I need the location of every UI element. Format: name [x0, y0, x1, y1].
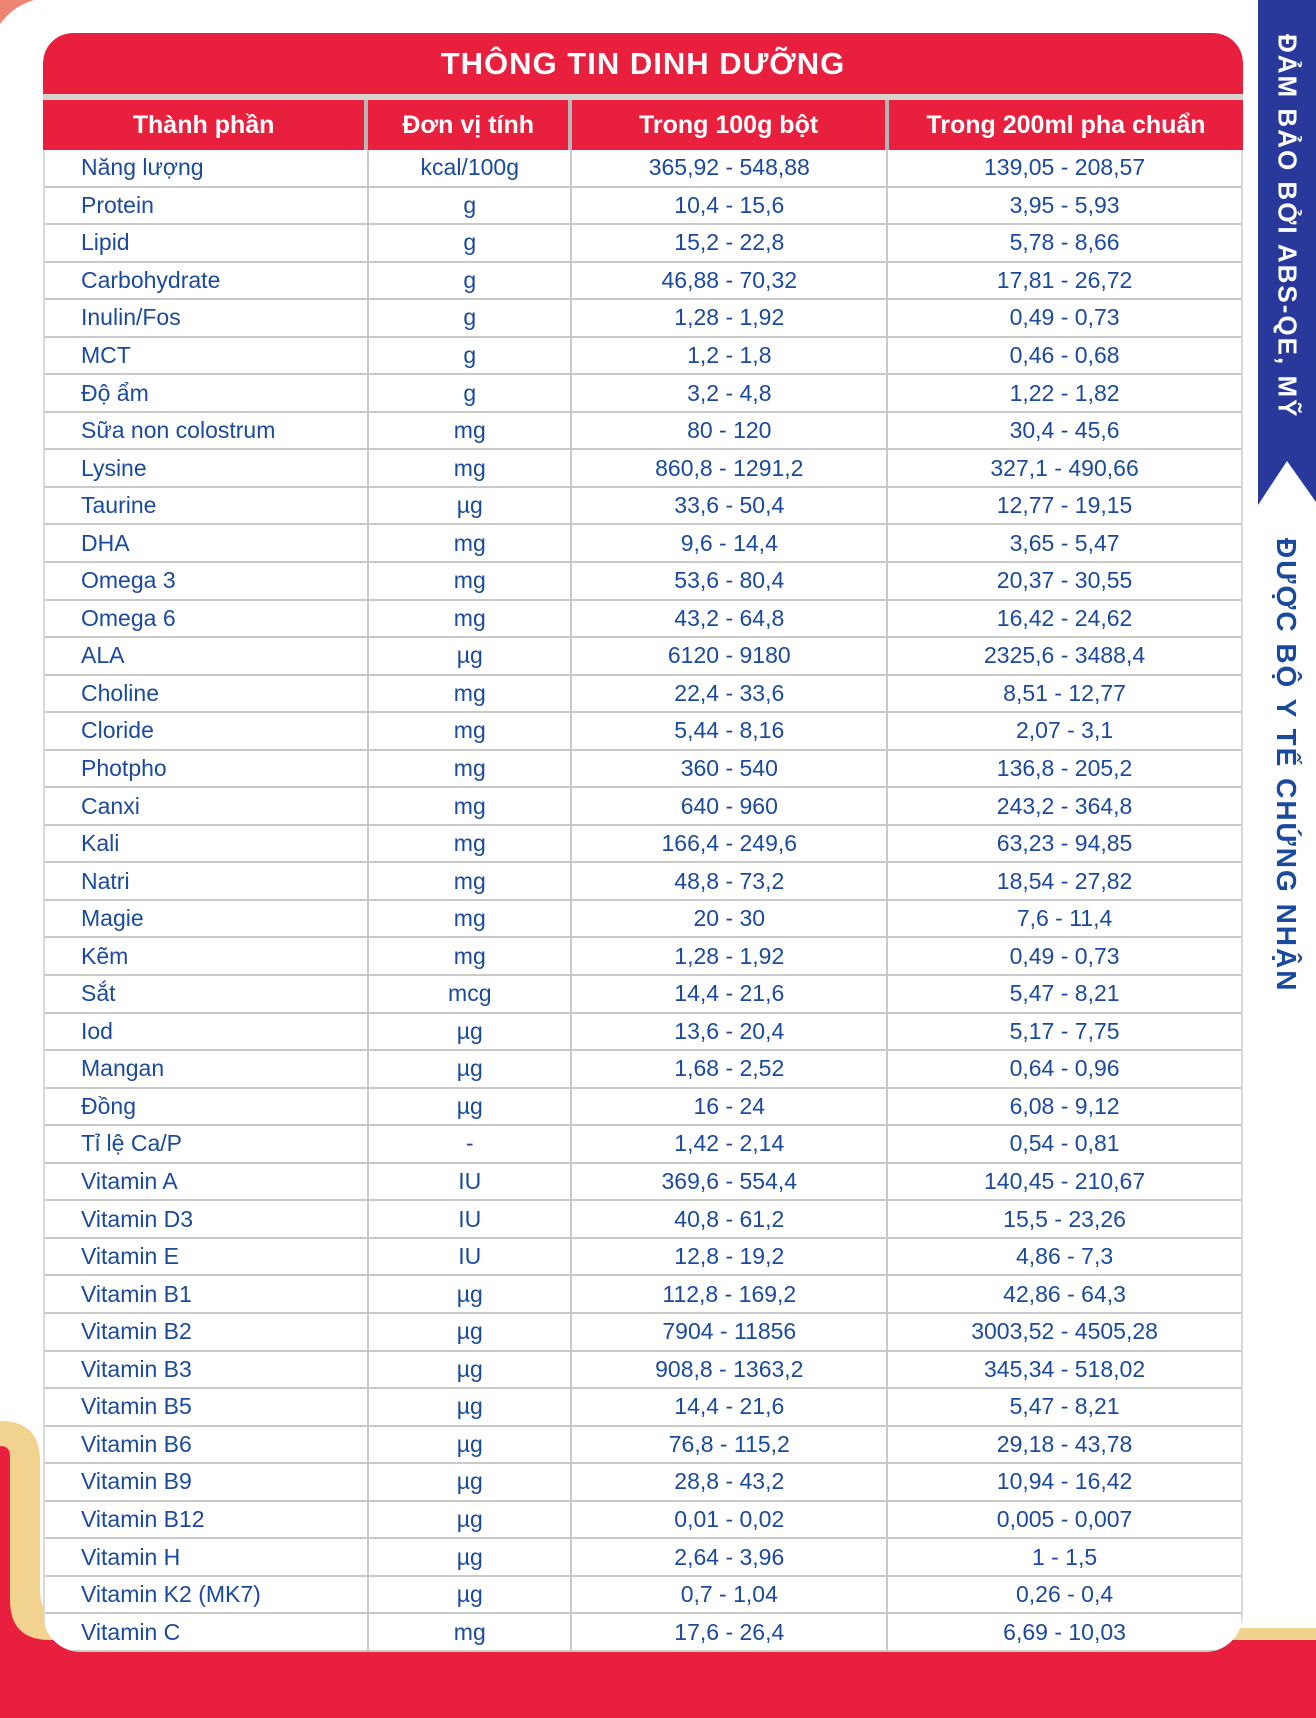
row-ingredient: Photpho [45, 751, 369, 787]
table-row [45, 150, 1241, 188]
row-unit: mg [369, 863, 572, 899]
row-per200ml: 17,81 - 26,72 [996, 266, 1133, 293]
table-row [45, 1164, 1241, 1202]
row-unit: g [369, 225, 572, 261]
row-per100g: 12,8 - 19,2 [572, 1239, 888, 1275]
row-per200ml: 5,47 - 8,21 [1009, 980, 1120, 1007]
row-unit: µg [369, 1314, 572, 1350]
column-header-per-200ml: Trong 200ml pha chuẩn [926, 110, 1206, 139]
row-per100g: 46,88 - 70,32 [572, 263, 888, 299]
row-per100g: 1,42 - 2,14 [572, 1126, 888, 1162]
table-row [45, 788, 1241, 826]
row-per100g: 5,44 - 8,16 [572, 713, 888, 749]
row-ingredient: Vitamin B5 [45, 1389, 369, 1425]
row-unit: µg [369, 1051, 572, 1087]
row-per100g: 48,8 - 73,2 [572, 863, 888, 899]
row-unit: µg [369, 1539, 572, 1575]
row-ingredient: Protein [45, 188, 369, 224]
row-per100g: 13,6 - 20,4 [572, 1014, 888, 1050]
row-ingredient: Vitamin B6 [45, 1427, 369, 1463]
row-per100g: 6120 - 9180 [572, 638, 888, 674]
table-row [45, 1089, 1241, 1127]
table-row [45, 676, 1241, 714]
table-row [45, 1464, 1241, 1502]
row-unit: mg [369, 901, 572, 937]
table-row [45, 300, 1241, 338]
column-header-unit: Đơn vị tính [368, 100, 572, 150]
table-row [45, 225, 1241, 263]
row-per200ml: 1 - 1,5 [1031, 1543, 1098, 1570]
row-per200ml: 6,08 - 9,12 [1009, 1092, 1120, 1119]
row-ingredient: Kẽm [45, 938, 369, 974]
row-ingredient: Vitamin K2 (MK7) [45, 1577, 369, 1613]
table-row [45, 188, 1241, 226]
row-ingredient: Canxi [45, 788, 369, 824]
row-unit: mcg [369, 976, 572, 1012]
row-ingredient: MCT [45, 338, 369, 374]
row-per200ml: 6,69 - 10,03 [1003, 1618, 1126, 1645]
row-ingredient: Vitamin D3 [45, 1201, 369, 1237]
table-row [45, 1352, 1241, 1390]
row-ingredient: DHA [45, 525, 369, 561]
row-per100g: 16 - 24 [572, 1089, 888, 1125]
row-per200ml: 5,17 - 7,75 [1009, 1017, 1120, 1044]
row-ingredient: Độ ẩm [45, 375, 369, 411]
row-ingredient: Sắt [45, 976, 369, 1012]
table-header-row [43, 100, 1243, 150]
row-per100g: 1,28 - 1,92 [572, 938, 888, 974]
row-ingredient: Vitamin A [45, 1164, 369, 1200]
row-per100g: 43,2 - 64,8 [572, 601, 888, 637]
row-per100g: 15,2 - 22,8 [572, 225, 888, 261]
row-per100g: 17,6 - 26,4 [572, 1614, 888, 1650]
row-unit: mg [369, 788, 572, 824]
row-per100g: 20 - 30 [572, 901, 888, 937]
row-unit: g [369, 263, 572, 299]
row-ingredient: Vitamin H [45, 1539, 369, 1575]
row-unit: µg [369, 1427, 572, 1463]
row-unit: µg [369, 638, 572, 674]
row-per200ml: 2,07 - 3,1 [1015, 717, 1114, 744]
row-unit: mg [369, 525, 572, 561]
column-header-ingredient: Thành phần [43, 100, 368, 150]
table-row [45, 863, 1241, 901]
table-row [45, 826, 1241, 864]
row-per200ml: 0,46 - 0,68 [1009, 342, 1120, 368]
ribbon-label-wrap [1258, 0, 1316, 452]
row-per200ml: 18,54 - 27,82 [996, 867, 1133, 894]
row-per200ml: 20,37 - 30,55 [996, 567, 1133, 594]
row-ingredient: Inulin/Fos [45, 300, 369, 336]
row-ingredient: Omega 3 [45, 563, 369, 599]
table-row [45, 1314, 1241, 1352]
row-unit: mg [369, 601, 572, 637]
row-per200ml: 12,77 - 19,15 [996, 492, 1133, 519]
table-row [45, 1427, 1241, 1465]
row-per200ml: 16,42 - 24,62 [996, 604, 1133, 631]
row-per100g: 3,2 - 4,8 [572, 375, 888, 411]
table-row [45, 1577, 1241, 1615]
table-row [45, 938, 1241, 976]
row-per200ml: 0,49 - 0,73 [1009, 942, 1120, 969]
row-per200ml: 29,18 - 43,78 [996, 1430, 1133, 1457]
row-per100g: 22,4 - 33,6 [572, 676, 888, 712]
table-row [45, 1539, 1241, 1577]
row-unit: mg [369, 826, 572, 862]
row-ingredient: Kali [45, 826, 369, 862]
ribbon-label: ĐẢM BẢO BỞI ABS-QE, MỸ [1272, 33, 1303, 419]
row-ingredient: Tỉ lệ Ca/P [45, 1126, 369, 1162]
row-ingredient: Carbohydrate [45, 263, 369, 299]
row-per200ml: 243,2 - 364,8 [996, 792, 1133, 819]
row-per100g: 908,8 - 1363,2 [572, 1352, 888, 1388]
certification-label-wrap [1256, 538, 1316, 1013]
row-per100g: 33,6 - 50,4 [572, 488, 888, 524]
row-per200ml: 0,26 - 0,4 [1015, 1581, 1114, 1608]
table-row [45, 563, 1241, 601]
row-unit: µg [369, 1089, 572, 1125]
panel-title: THÔNG TIN DINH DƯỠNG [440, 45, 846, 81]
row-per200ml: 139,05 - 208,57 [983, 154, 1146, 181]
table-row [45, 1051, 1241, 1089]
row-unit: kcal/100g [369, 150, 572, 186]
row-unit: IU [369, 1239, 572, 1275]
row-per100g: 360 - 540 [572, 751, 888, 787]
row-ingredient: Mangan [45, 1051, 369, 1087]
row-ingredient: Vitamin E [45, 1239, 369, 1275]
row-unit: mg [369, 450, 572, 486]
row-per100g: 80 - 120 [572, 413, 888, 449]
row-per100g: 53,6 - 80,4 [572, 563, 888, 599]
row-per100g: 365,92 - 548,88 [572, 150, 888, 186]
row-ingredient: Vitamin B1 [45, 1276, 369, 1312]
table-row [45, 488, 1241, 526]
row-per200ml: 0,64 - 0,96 [1009, 1055, 1120, 1082]
row-per200ml: 7,6 - 11,4 [1016, 905, 1113, 932]
table-row [45, 525, 1241, 563]
table-row [45, 1502, 1241, 1540]
table-row [45, 638, 1241, 676]
row-per200ml: 0,49 - 0,73 [1009, 304, 1120, 331]
row-per200ml: 136,8 - 205,2 [996, 755, 1133, 782]
column-header-per-100g: Trong 100g bột [572, 100, 889, 150]
row-per100g: 0,01 - 0,02 [572, 1502, 888, 1538]
row-per100g: 1,28 - 1,92 [572, 300, 888, 336]
row-ingredient: Vitamin B3 [45, 1352, 369, 1388]
panel-title-band [43, 33, 1243, 94]
row-per200ml: 3,65 - 5,47 [1009, 529, 1120, 556]
row-per100g: 860,8 - 1291,2 [572, 450, 888, 486]
certification-label: ĐƯỢC BỘ Y TẾ CHỨNG NHẬN [1271, 538, 1302, 993]
row-ingredient: Năng lượng [45, 150, 369, 186]
row-per100g: 10,4 - 15,6 [572, 188, 888, 224]
row-ingredient: Lipid [45, 225, 369, 261]
row-per200ml: 5,78 - 8,66 [1009, 229, 1120, 256]
row-per100g: 640 - 960 [572, 788, 888, 824]
row-per100g: 9,6 - 14,4 [572, 525, 888, 561]
row-per200ml: 0,54 - 0,81 [1009, 1130, 1120, 1157]
row-per200ml: 8,51 - 12,77 [1003, 679, 1126, 706]
table-row [45, 1276, 1241, 1314]
row-unit: mg [369, 713, 572, 749]
nutrition-card [43, 33, 1243, 1652]
row-ingredient: Lysine [45, 450, 369, 486]
row-per100g: 166,4 - 249,6 [572, 826, 888, 862]
row-per200ml: 63,23 - 94,85 [996, 830, 1133, 857]
row-per200ml: 2325,6 - 3488,4 [983, 642, 1146, 669]
table-row [45, 450, 1241, 488]
table-row [45, 713, 1241, 751]
row-per100g: 2,64 - 3,96 [572, 1539, 888, 1575]
row-per200ml: 30,4 - 45,6 [1009, 417, 1120, 444]
row-unit: mg [369, 938, 572, 974]
row-per100g: 1,2 - 1,8 [572, 338, 888, 374]
table-row [45, 1614, 1241, 1652]
row-ingredient: ALA [45, 638, 369, 674]
row-unit: µg [369, 1352, 572, 1388]
row-per200ml: 345,34 - 518,02 [983, 1355, 1146, 1382]
row-ingredient: Vitamin B12 [45, 1502, 369, 1538]
row-unit: µg [369, 1464, 572, 1500]
row-per200ml: 10,94 - 16,42 [996, 1468, 1133, 1495]
table-row [45, 751, 1241, 789]
table-row [45, 375, 1241, 413]
table-row [45, 1014, 1241, 1052]
table-row [45, 901, 1241, 939]
row-per200ml: 3,95 - 5,93 [1009, 191, 1120, 218]
table-row [45, 338, 1241, 376]
row-ingredient: Iod [45, 1014, 369, 1050]
row-unit: µg [369, 1577, 572, 1613]
row-unit: g [369, 375, 572, 411]
table-row [45, 1126, 1241, 1164]
row-unit: mg [369, 413, 572, 449]
row-per100g: 14,4 - 21,6 [572, 1389, 888, 1425]
table-row [45, 413, 1241, 451]
row-unit: µg [369, 1389, 572, 1425]
row-unit: g [369, 338, 572, 374]
row-per200ml: 3003,52 - 4505,28 [971, 1318, 1158, 1345]
row-per200ml: 140,45 - 210,67 [983, 1168, 1146, 1195]
row-per200ml: 15,5 - 23,26 [1003, 1205, 1126, 1232]
row-unit: IU [369, 1164, 572, 1200]
row-ingredient: Vitamin C [45, 1614, 369, 1650]
row-unit: µg [369, 488, 572, 524]
row-per100g: 112,8 - 169,2 [572, 1276, 888, 1312]
row-per100g: 28,8 - 43,2 [572, 1464, 888, 1500]
row-unit: µg [369, 1502, 572, 1538]
row-per100g: 14,4 - 21,6 [572, 976, 888, 1012]
row-ingredient: Đồng [45, 1089, 369, 1125]
row-per200ml: 4,86 - 7,3 [1015, 1243, 1114, 1270]
row-ingredient: Vitamin B2 [45, 1314, 369, 1350]
row-per200ml: 327,1 - 490,66 [990, 454, 1139, 481]
row-ingredient: Natri [45, 863, 369, 899]
row-unit: mg [369, 563, 572, 599]
table-row [45, 1239, 1241, 1277]
row-unit: - [369, 1126, 572, 1162]
row-per100g: 1,68 - 2,52 [572, 1051, 888, 1087]
nutrition-table-body [43, 150, 1243, 1652]
row-ingredient: Omega 6 [45, 601, 369, 637]
row-ingredient: Cloride [45, 713, 369, 749]
table-row [45, 263, 1241, 301]
corner-swoosh [0, 0, 34, 24]
row-unit: mg [369, 1614, 572, 1650]
row-per200ml: 5,47 - 8,21 [1009, 1393, 1120, 1420]
table-row [45, 1389, 1241, 1427]
row-unit: mg [369, 751, 572, 787]
row-unit: IU [369, 1201, 572, 1237]
row-per200ml: 1,22 - 1,82 [1009, 379, 1120, 406]
row-unit: µg [369, 1276, 572, 1312]
row-ingredient: Taurine [45, 488, 369, 524]
row-per100g: 40,8 - 61,2 [572, 1201, 888, 1237]
row-ingredient: Sữa non colostrum [45, 413, 369, 449]
row-ingredient: Choline [45, 676, 369, 712]
row-ingredient: Vitamin B9 [45, 1464, 369, 1500]
row-per100g: 369,6 - 554,4 [572, 1164, 888, 1200]
row-per100g: 76,8 - 115,2 [572, 1427, 888, 1463]
row-per100g: 7904 - 11856 [572, 1314, 888, 1350]
row-per200ml: 42,86 - 64,3 [1003, 1280, 1126, 1307]
table-row [45, 601, 1241, 639]
table-row [45, 976, 1241, 1014]
row-unit: µg [369, 1014, 572, 1050]
row-unit: mg [369, 676, 572, 712]
row-per100g: 0,7 - 1,04 [572, 1577, 888, 1613]
row-ingredient: Magie [45, 901, 369, 937]
row-unit: g [369, 300, 572, 336]
row-per200ml: 0,005 - 0,007 [996, 1505, 1133, 1532]
table-row [45, 1201, 1241, 1239]
row-unit: g [369, 188, 572, 224]
